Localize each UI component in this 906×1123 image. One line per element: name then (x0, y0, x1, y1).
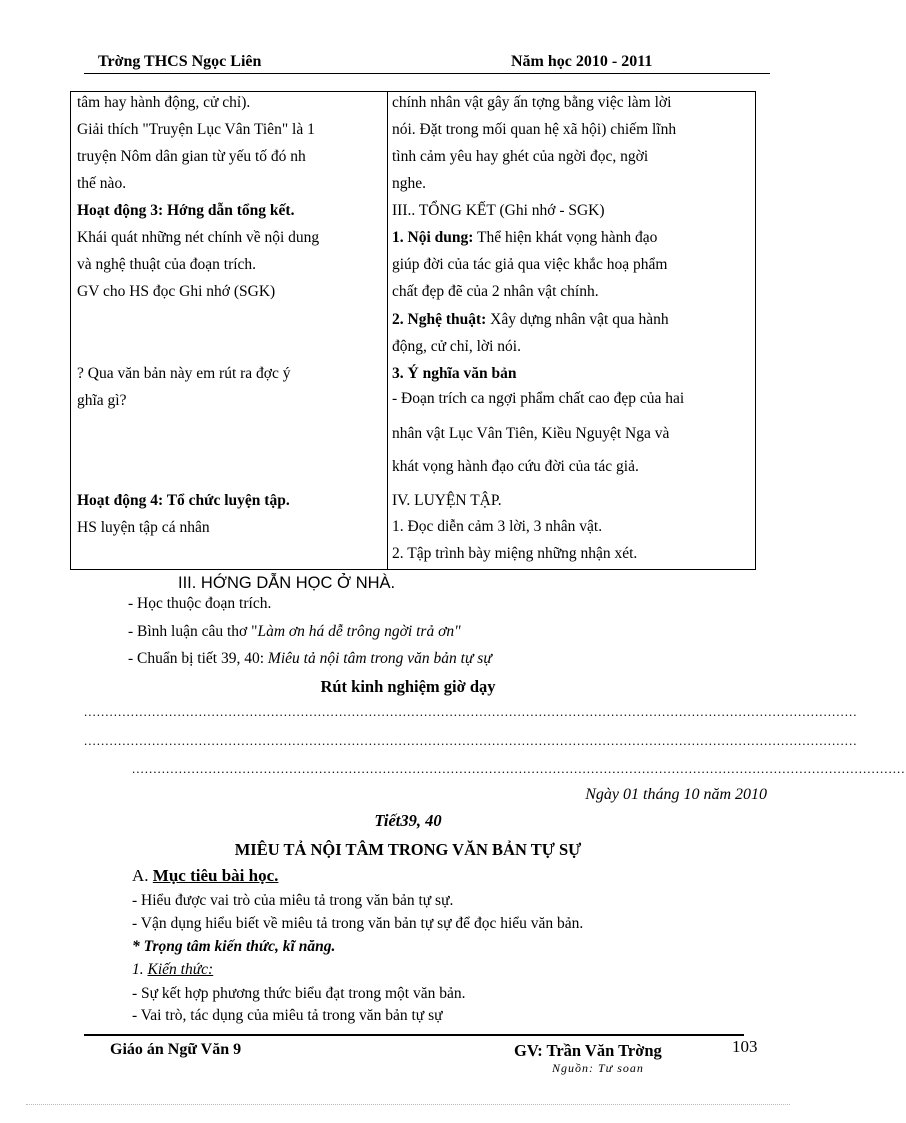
right-content-line (392, 228, 657, 248)
right-line-1: chính nhân vật gây ấn tợng bằng việc làm lời (392, 94, 672, 111)
section-a-title: Mục tiêu bài học. (152, 866, 279, 885)
experience-dots-3: ...................................................................................................................................................................................... (132, 761, 906, 776)
art-text: Xây dựng nhân vật qua hành (486, 311, 669, 328)
homework-item-3 (128, 649, 492, 669)
experience-dots-2: ...................................................................................................................................................................................... (84, 733, 858, 748)
activity-3-heading: Hoạt động 3: Hớng dẫn tổng kết. (77, 202, 295, 219)
knowledge-heading (132, 960, 213, 980)
homework-item-2-prefix: - Bình luận câu thơ " (128, 623, 258, 640)
right-line-3: tình cảm yêu hay ghét của ngời đọc, ngời (392, 148, 649, 165)
meaning-heading: 3. Ý nghĩa văn bản (392, 365, 517, 382)
section-a-prefix: A. (132, 866, 153, 885)
left-line-10: ghĩa gì? (77, 392, 127, 409)
left-line-4: thế nào. (77, 175, 127, 192)
practice-heading: IV. LUYỆN TẬP. (392, 492, 502, 509)
content-label: 1. Nội dung: (392, 229, 474, 246)
left-line-3: truyện Nôm dân gian từ yếu tố đó nh (77, 148, 306, 165)
goal-1: - Hiểu được vai trò của miêu tả trong văn bản tự sự. (132, 892, 454, 909)
experience-dots-1: ...................................................................................................................................................................................... (84, 704, 858, 719)
lesson-period: Tiết39, 40 (374, 811, 442, 830)
footer-source: Nguồn: Tư soan (552, 1061, 644, 1075)
page-header (84, 52, 770, 74)
homework-title: III. HỚNG DẪN HỌC Ở NHÀ. (178, 574, 396, 592)
school-year: Năm học 2010 - 2011 (511, 53, 653, 70)
page-number: 103 (732, 1037, 758, 1056)
left-line-7: và nghệ thuật của đoạn trích. (77, 256, 257, 273)
right-line-14: khát vọng hành đạo cứu đời của tác giả. (392, 458, 639, 475)
left-line-6: Khái quát những nét chính về nội dung (77, 229, 320, 246)
right-line-17: 2. Tập trình bày miệng những nhận xét. (392, 545, 638, 562)
focus-heading: * Trọng tâm kiến thức, kĩ năng. (132, 938, 336, 955)
lesson-date: Ngày 01 tháng 10 năm 2010 (585, 786, 767, 803)
right-line-13: nhân vật Lục Vân Tiên, Kiều Nguyệt Nga và (392, 425, 670, 442)
lesson-table (70, 91, 756, 570)
right-art-line (392, 310, 669, 330)
right-line-2: nói. Đặt trong mối quan hệ xã hội) chiếm lĩnh (392, 121, 677, 138)
left-line-12: HS luyện tập cá nhân (77, 519, 210, 536)
lesson-title: MIÊU TẢ NỘI TÂM TRONG VĂN BẢN TỰ SỰ (234, 840, 582, 859)
art-label: 2. Nghệ thuật: (392, 311, 487, 328)
experience-title: Rút kinh nghiệm giờ dạy (320, 677, 496, 696)
section-a-heading (132, 866, 278, 886)
homework-item-3-prefix: - Chuẩn bị tiết 39, 40: (128, 650, 268, 667)
footer-course: Giáo án Ngữ Văn 9 (110, 1041, 242, 1058)
left-line-9: ? Qua văn bản này em rút ra đợc ý (77, 365, 291, 382)
right-line-4: nghe. (392, 175, 427, 192)
homework-item-1: - Học thuộc đoạn trích. (128, 595, 272, 612)
right-line-8: chất đẹp đẽ của 2 nhân vật chính. (392, 283, 599, 300)
homework-item-2 (128, 622, 461, 642)
right-line-7: giúp đời của tác giả qua việc khắc hoạ phẩm (392, 256, 668, 273)
bottom-dotted-rule (26, 1104, 790, 1105)
school-name: Trờng THCS Ngọc Liên (98, 53, 262, 70)
homework-item-2-quote: Làm ơn há dễ trông ngời trả ơn" (257, 623, 461, 640)
left-line-8: GV cho HS đọc Ghi nhớ (SGK) (77, 283, 276, 300)
footer-rule (84, 1034, 744, 1036)
right-line-10: động, cử chỉ, lời nói. (392, 338, 521, 355)
left-line-1: tâm hay hành động, cử chỉ). (77, 94, 251, 111)
table-divider (387, 92, 388, 569)
activity-4-heading: Hoạt động 4: Tổ chức luyện tập. (77, 492, 290, 509)
right-line-16: 1. Đọc diễn cảm 3 lời, 3 nhân vật. (392, 518, 603, 535)
goal-2: - Vận dụng hiểu biết về miêu tả trong văn bản tự sự để đọc hiểu văn bản. (132, 915, 584, 932)
knowledge-1: - Sự kết hợp phương thức biểu đạt trong một văn bản. (132, 985, 466, 1002)
content-text: Thể hiện khát vọng hành đạo (473, 229, 658, 246)
knowledge-title: Kiến thức: (147, 961, 214, 978)
footer-teacher: GV: Trần Văn Trờng (514, 1041, 662, 1060)
knowledge-number: 1. (132, 961, 148, 978)
right-line-12: - Đoạn trích ca ngợi phẩm chất cao đẹp của hai (392, 390, 685, 407)
summary-heading: III.. TỔNG KẾT (Ghi nhớ - SGK) (392, 202, 605, 219)
homework-item-3-topic: Miêu tả nội tâm trong văn bản tự sự (267, 650, 492, 667)
left-line-2: Giải thích "Truyện Lục Vân Tiên" là 1 (77, 121, 315, 138)
knowledge-2: - Vai trò, tác dụng của miêu tả trong văn bản tự sự (132, 1007, 443, 1024)
